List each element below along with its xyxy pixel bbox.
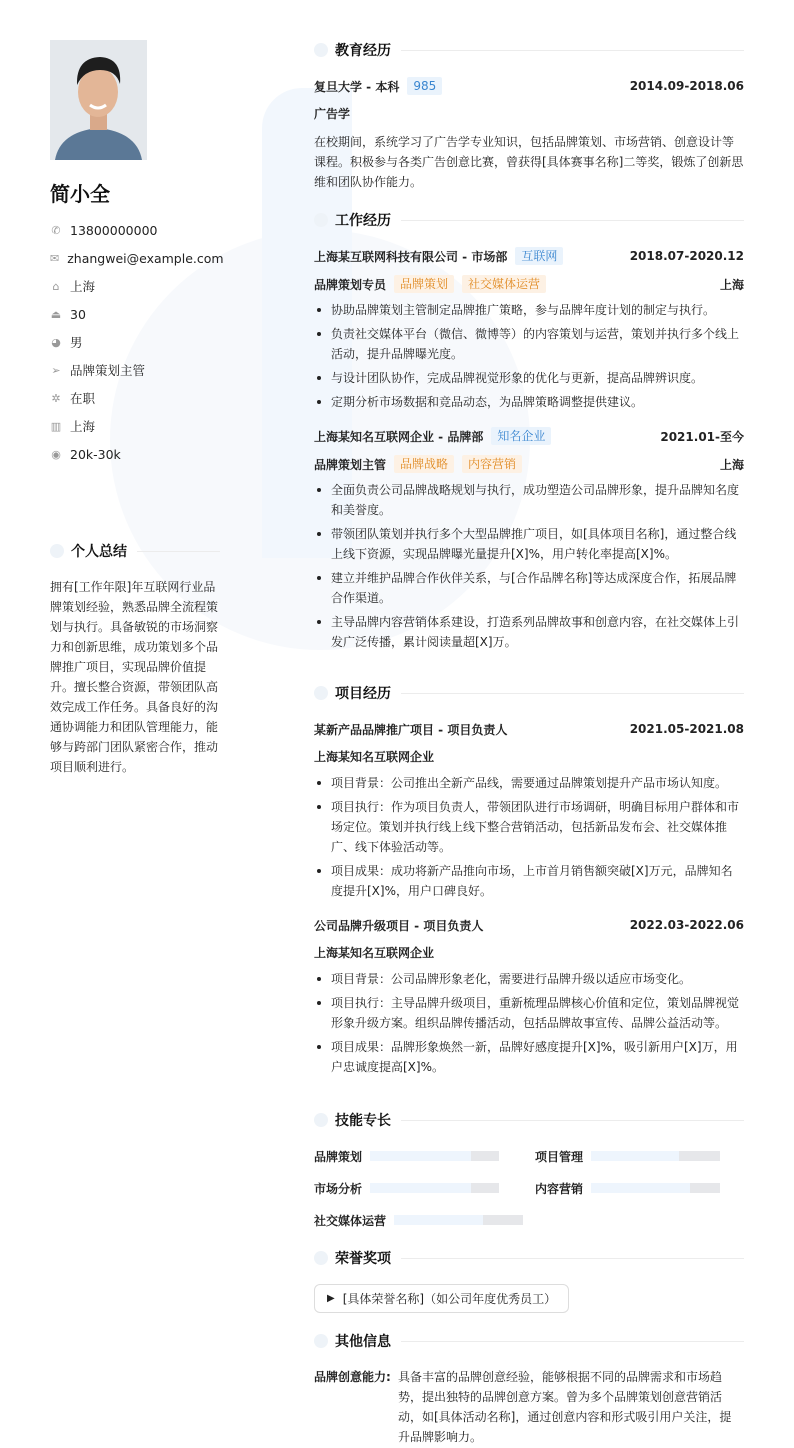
- job-title-group: [314, 247, 563, 265]
- skill-name: 项目管理: [535, 1149, 584, 1164]
- bullet-item: 项目执行：主导品牌升级项目，重新梳理品牌核心价值和定位，策划品牌视觉形象升级方案。组织品牌传播活动，包括品牌故事宣传、品牌公益活动等。: [314, 993, 744, 1033]
- skill-bar-fill: [370, 1183, 471, 1193]
- skill-item: [535, 1146, 744, 1166]
- company-name: 上海某互联网科技有限公司 - 市场部: [314, 249, 508, 264]
- contact-list: [50, 216, 224, 468]
- section-dot-icon: [314, 43, 328, 57]
- divider: [401, 693, 744, 694]
- job-entry: [314, 246, 744, 412]
- section-dot-icon: [314, 686, 328, 700]
- section-dot-icon: [314, 1334, 328, 1348]
- skill-tag: 品牌战略: [394, 455, 454, 473]
- bullet-item: 项目背景：公司推出全新产品线，需要通过品牌策划提升产品市场认知度。: [314, 773, 744, 793]
- job-entry: [314, 426, 744, 652]
- skill-bar: [591, 1151, 720, 1161]
- contact-text: 在职: [70, 391, 96, 406]
- award-item-toggle[interactable]: [314, 1284, 569, 1313]
- divider: [401, 50, 744, 51]
- contact-item: [50, 216, 220, 244]
- project-name: 某新产品品牌推广项目 - 项目负责人: [314, 722, 508, 737]
- triangle-right-icon: ▶: [327, 1293, 335, 1304]
- job-header: [314, 246, 744, 266]
- other-text: 具备丰富的品牌创意经验，能够根据不同的品牌需求和市场趋势，提出独特的品牌创意方案。曾为多个品牌策划创意营销活动，如[具体活动名称]，通过创意内容和形式吸引用户关注，提升品牌影响力。: [398, 1370, 732, 1444]
- job-bullets: [314, 480, 744, 652]
- status-icon: ✲: [51, 391, 61, 405]
- project-date: 2022.03-2022.06: [629, 918, 744, 932]
- role-group: [314, 455, 522, 473]
- project-entry: [314, 915, 744, 1077]
- contact-text: 30: [70, 306, 86, 322]
- contact-item: [50, 300, 220, 328]
- education-description: 在校期间，系统学习了广告学专业知识，包括品牌策划、市场营销、创意设计等课程。积极参与各类广告创意比赛，曾获得[具体赛事名称]二等奖，锻炼了创新思维和团队协作能力。: [314, 135, 744, 189]
- project-header: [314, 915, 744, 935]
- bullet-item: 定期分析市场数据和竞品动态，为品牌策略调整提供建议。: [314, 392, 744, 412]
- contact-item: [50, 440, 220, 468]
- project-org: 上海某知名互联网企业: [314, 946, 435, 960]
- bullet-item: 项目执行：作为项目负责人，带领团队进行市场调研，明确目标用户群体和市场定位。策划并执行线上线下整合营销活动，包括新品发布会、社交媒体推广、线下体验活动等。: [314, 797, 744, 857]
- contact-text: 13800000000: [70, 222, 158, 238]
- bullet-item: 项目成果：品牌形象焕然一新，品牌好感度提升[X]%，吸引新用户[X]万，用户忠诚度提高[X]%。: [314, 1037, 744, 1077]
- project-org: 上海某知名互联网企业: [314, 750, 435, 764]
- gender-icon: ◕: [51, 335, 61, 349]
- role-row: [314, 274, 744, 294]
- profile-photo: [50, 40, 147, 160]
- role-name: 品牌策划专员: [314, 277, 387, 292]
- contact-item: [50, 384, 220, 412]
- contact-item: [50, 328, 220, 356]
- section-title: 项目经历: [335, 686, 391, 702]
- contact-text: zhangwei@example.com: [67, 250, 224, 266]
- other-section: [314, 1331, 744, 1447]
- job-date: 2018.07-2020.12: [629, 249, 744, 263]
- skill-item: [314, 1178, 535, 1198]
- contact-text: 20k-30k: [70, 446, 121, 462]
- job-date: 2021.01-至今: [660, 429, 744, 444]
- summary-section: [50, 541, 220, 777]
- bullet-item: 带领团队策划并执行多个大型品牌推广项目，如[具体项目名称]，通过整合线上线下资源，实现品牌曝光量提升[X]%，用户转化率提高[X]%。: [314, 524, 744, 564]
- skill-name: 社交媒体运营: [314, 1213, 387, 1228]
- phone-icon: ✆: [51, 223, 61, 237]
- skill-tag: 内容营销: [462, 455, 522, 473]
- role-name: 品牌策划主管: [314, 457, 387, 472]
- skill-bar-fill: [591, 1151, 679, 1161]
- skill-bar: [591, 1183, 720, 1193]
- job-city: 上海: [719, 457, 744, 472]
- skills-section: [314, 1110, 744, 1230]
- section-title: 荣誉奖项: [335, 1251, 391, 1267]
- job-header: [314, 426, 744, 446]
- skill-bar: [370, 1183, 499, 1193]
- section-dot-icon: [314, 1113, 328, 1127]
- skill-name: 品牌策划: [314, 1149, 363, 1164]
- other-label: 品牌创意能力:: [314, 1370, 391, 1384]
- cake-icon: ⏏: [50, 307, 62, 321]
- skill-item: [314, 1146, 535, 1166]
- section-dot-icon: [50, 544, 64, 558]
- section-title: 教育经历: [335, 43, 391, 59]
- skill-name: 内容营销: [535, 1181, 584, 1196]
- divider: [401, 1120, 744, 1121]
- skill-bar-fill: [591, 1183, 690, 1193]
- role-group: [314, 275, 546, 293]
- bullet-item: 与设计团队协作，完成品牌视觉形象的优化与更新，提高品牌辨识度。: [314, 368, 744, 388]
- awards-section: [314, 1248, 744, 1313]
- work-section: [314, 210, 744, 656]
- skill-name: 市场分析: [314, 1181, 363, 1196]
- role-row: [314, 454, 744, 474]
- contact-item: [50, 272, 220, 300]
- skill-tag: 社交媒体运营: [462, 275, 546, 293]
- salary-icon: ◉: [51, 447, 61, 461]
- send-icon: ➢: [51, 363, 61, 377]
- bullet-item: 主导品牌内容营销体系建设，打造系列品牌故事和创意内容，在社交媒体上引发广泛传播，累计阅读量超[X]万。: [314, 612, 744, 652]
- bullet-item: 建立并维护品牌合作伙伴关系，与[合作品牌名称]等达成深度合作，拓展品牌合作渠道。: [314, 568, 744, 608]
- section-title: 个人总结: [71, 544, 127, 560]
- mail-icon: ✉: [50, 251, 60, 265]
- bullet-item: 协助品牌策划主管制定品牌推广策略，参与品牌年度计划的制定与执行。: [314, 300, 744, 320]
- company-name: 上海某知名互联网企业 - 品牌部: [314, 429, 484, 444]
- education-date: 2014.09-2018.06: [629, 79, 744, 93]
- contact-item: [50, 356, 220, 384]
- job-bullets: [314, 300, 744, 412]
- skill-bar: [394, 1215, 523, 1225]
- divider: [137, 551, 220, 552]
- divider: [401, 1258, 744, 1259]
- skill-bar-fill: [394, 1215, 483, 1225]
- contact-item: [50, 412, 220, 440]
- contact-text: 品牌策划主管: [70, 363, 146, 378]
- job-city: 上海: [719, 277, 744, 292]
- contact-text: 上海: [70, 419, 96, 434]
- industry-tag: 互联网: [515, 247, 563, 265]
- skill-tag: 品牌策划: [394, 275, 454, 293]
- contact-text: 男: [70, 335, 83, 350]
- divider: [401, 1341, 744, 1342]
- projects-section: [314, 683, 744, 1081]
- other-item: [314, 1367, 744, 1447]
- building-icon: ▥: [50, 419, 62, 433]
- summary-text: 拥有[工作年限]年互联网行业品牌策划经验，熟悉品牌全流程策划与执行。具备敏锐的市场洞察力和创新思维，成功策划多个品牌推广项目，实现品牌价值提升。擅长整合资源，带领团队高效完成工作任务。具备良好的沟通协调能力和团队管理能力，能够与跨部门团队紧密合作，推动项目顺利进行。: [50, 580, 219, 774]
- job-title-group: [314, 427, 551, 445]
- bullet-item: 项目背景：公司品牌形象老化，需要进行品牌升级以适应市场变化。: [314, 969, 744, 989]
- project-header: [314, 719, 744, 739]
- section-title: 技能专长: [335, 1113, 391, 1129]
- divider: [401, 220, 744, 221]
- profile-name: 简小全: [50, 182, 110, 206]
- project-date: 2021.05-2021.08: [629, 722, 744, 736]
- skill-item: [314, 1210, 535, 1230]
- skill-item: [535, 1178, 744, 1198]
- home-icon: ⌂: [52, 279, 60, 293]
- school-name: 复旦大学 - 本科: [314, 79, 400, 94]
- sidebar: [50, 40, 224, 468]
- contact-text: 上海: [70, 279, 96, 294]
- contact-item: [50, 244, 224, 272]
- major: 广告学: [314, 107, 351, 121]
- school-tag: 985: [407, 77, 442, 95]
- education-section: [314, 40, 744, 192]
- project-name: 公司品牌升级项目 - 项目负责人: [314, 918, 484, 933]
- bullet-item: 全面负责公司品牌战略规划与执行，成功塑造公司品牌形象，提升品牌知名度和美誉度。: [314, 480, 744, 520]
- project-entry: [314, 719, 744, 901]
- award-text: [具体荣誉名称]（如公司年度优秀员工）: [342, 1292, 557, 1306]
- skill-bar: [370, 1151, 499, 1161]
- bullet-item: 项目成果：成功将新产品推向市场，上市首月销售额突破[X]万元，品牌知名度提升[X]%，用户口碑良好。: [314, 861, 744, 901]
- bullet-item: 负责社交媒体平台（微信、微博等）的内容策划与运营，策划并执行多个线上活动，提升品牌曝光度。: [314, 324, 744, 364]
- industry-tag: 知名企业: [491, 427, 551, 445]
- section-dot-icon: [314, 213, 328, 227]
- skill-bar-fill: [370, 1151, 471, 1161]
- project-bullets: [314, 773, 744, 901]
- project-bullets: [314, 969, 744, 1077]
- section-dot-icon: [314, 1251, 328, 1265]
- section-title: 工作经历: [335, 213, 391, 229]
- section-title: 其他信息: [335, 1334, 391, 1350]
